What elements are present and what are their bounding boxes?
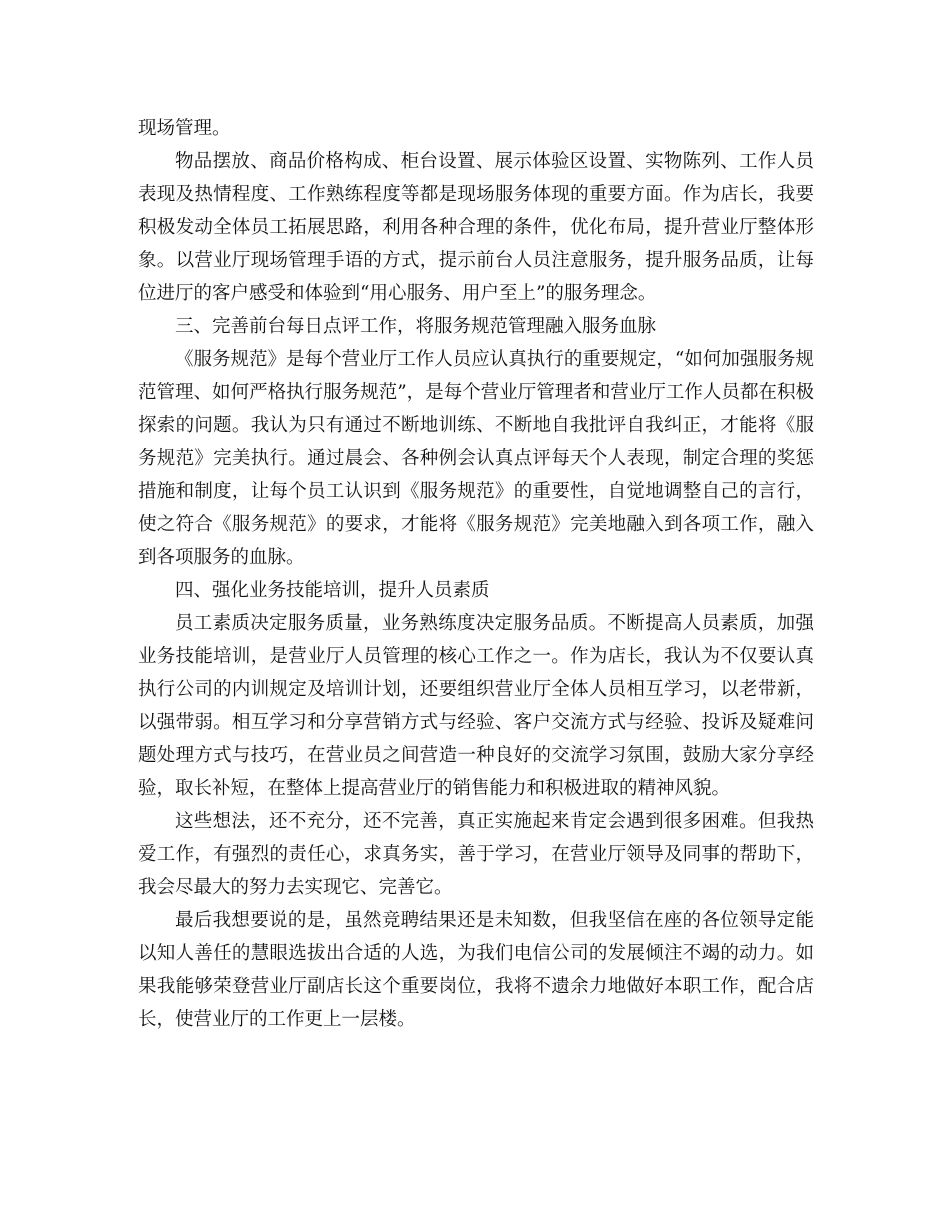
paragraph-service-standards: 《服务规范》是每个营业厅工作人员应认真执行的重要规定，“如何加强服务规范管理、如何严格执行服务规范”，是每个营业厅管理者和营业厅工作人员都在积极探索的问题。我认为只有通过不断地训练、不断地自我批评自我纠正，才能将《服务规范》完美执行。通过晨会、各种例会认真点评每天个人表现，制定合理的奖惩措施和制度，让每个员工认识到《服务规范》的重要性，自觉地调整自己的言行，使之符合《服务规范》的要求，才能将《服务规范》完美地融入到各项工作，融入到各项服务的血脉。 xyxy=(138,349,814,568)
document-body xyxy=(138,112,814,1036)
paragraph-closing: 最后我想要说的是，虽然竞聘结果还是未知数，但我坚信在座的各位领导定能以知人善任的慧眼选拔出合适的人选，为我们电信公司的发展倾注不竭的动力。如果我能够荣登营业厅副店长这个重要岗位，我将不遗余力地做好本职工作，配合店长，使营业厅的工作更上一层楼。 xyxy=(138,910,814,1030)
paragraph-staff-training: 员工素质决定服务质量，业务熟练度决定服务品质。不断提高人员素质，加强业务技能培训，是营业厅人员管理的核心工作之一。作为店长，我认为不仅要认真执行公司的内训规定及培训计划，还要组织营业厅全体人员相互学习，以老带新，以强带弱。相互学习和分享营销方式与经验、客户交流方式与经验、投诉及疑难问题处理方式与技巧，在营业员之间营造一种良好的交流学习氛围，鼓励大家分享经验，取长补短，在整体上提高营业厅的销售能力和积极进取的精神风貌。 xyxy=(138,613,814,799)
paragraph-continuation: 现场管理。 xyxy=(138,118,231,139)
paragraph-site-management: 物品摆放、商品价格构成、柜台设置、展示体验区设置、实物陈列、工作人员表现及热情程度、工作熟练程度等都是现场服务体现的重要方面。作为店长，我要积极发动全体员工拓展思路，利用各种合理的条件，优化布局，提升营业厅整体形象。以营业厅现场管理手语的方式，提示前台人员注意服务，提升服务品质，让每位进厅的客户感受和体验到“用心服务、用户至上”的服务理念。 xyxy=(138,151,814,304)
section-heading-three: 三、完善前台每日点评工作，将服务规范管理融入服务血脉 xyxy=(175,316,657,337)
section-heading-four: 四、强化业务技能培训，提升人员素质 xyxy=(175,580,490,601)
paragraph-ideas: 这些想法，还不充分，还不完善，真正实施起来肯定会遇到很多困难。但我热爱工作，有强烈的责任心，求真务实，善于学习，在营业厅领导及同事的帮助下，我会尽最大的努力去实现它、完善它。 xyxy=(138,811,814,898)
